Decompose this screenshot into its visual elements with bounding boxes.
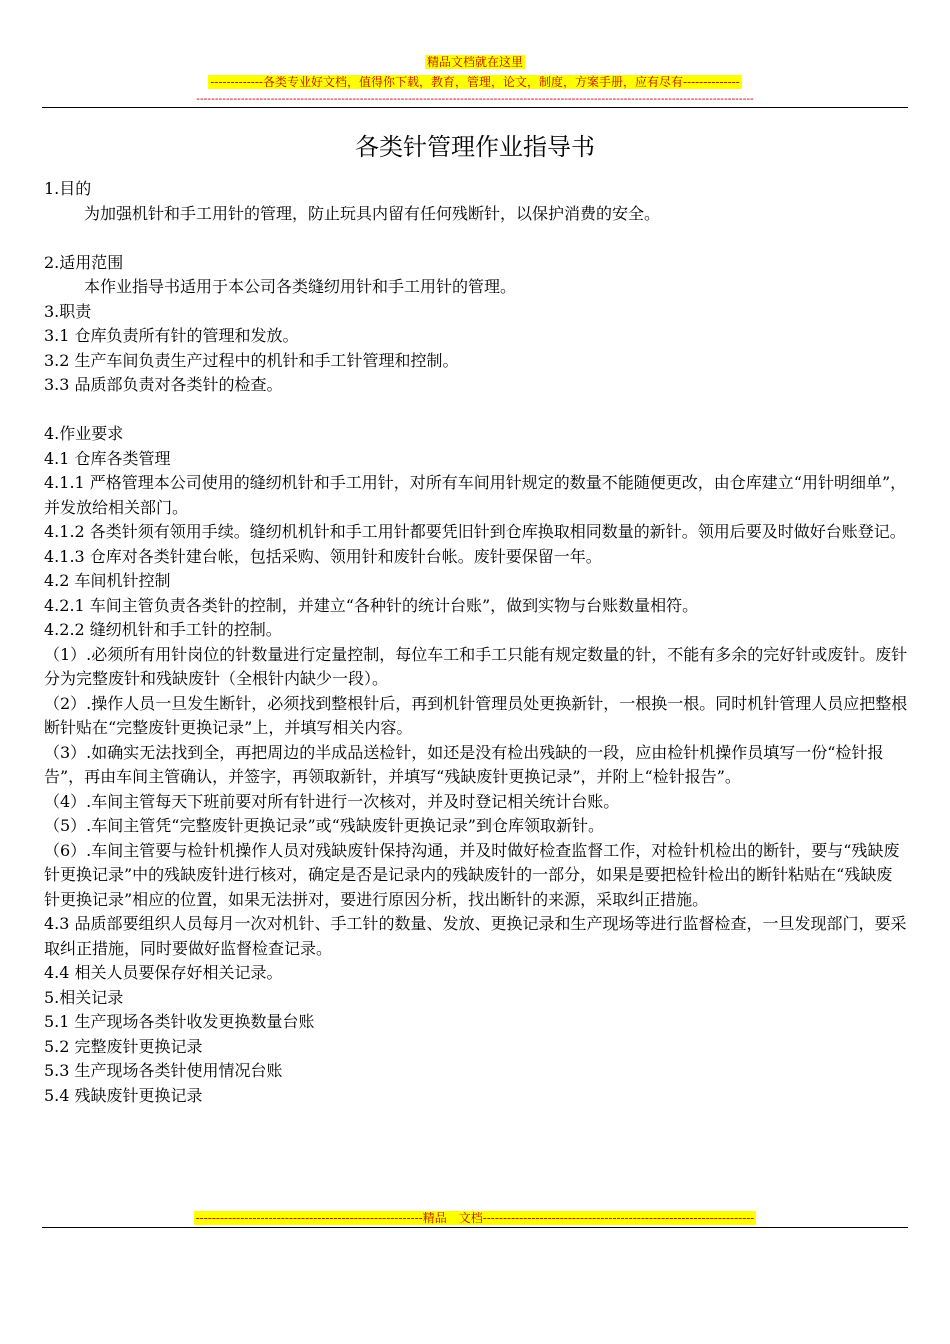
body-paragraph: （2）.操作人员一旦发生断针，必须找到整根针后，再到机针管理员处更换新针，一根换一根。同时机针管理人员应把整根断针贴在“完整废针更换记录”上，并填写相关内容。 — [44, 693, 908, 737]
body-paragraph: 4.作业要求 — [44, 424, 124, 443]
footer-banner — [0, 1210, 950, 1226]
header-banner-title — [0, 54, 950, 70]
body-paragraph: （3）.如确实无法找到全，再把周边的半成品送检针，如还是没有检出残缺的一段，应由检针机操作员填写一份“检针报告”，再由车间主管确认，并签字，再领取新针，并填写“残缺废针更换记录”，并附上“检针报告”。 — [44, 742, 884, 786]
body-paragraph: （5）.车间主管凭“完整废针更换记录”或“残缺废针更换记录”到仓库领取新针。 — [44, 816, 604, 835]
body-paragraph: 4.1 仓库各类管理 — [44, 448, 171, 468]
document-title: 各类针管理作业指导书 — [355, 133, 595, 161]
body-paragraph: 3.3 品质部负责对各类针的检查。 — [44, 375, 283, 394]
body-paragraph: 5.1 生产现场各类针收发更换数量台账 — [44, 1012, 315, 1031]
blank-line — [44, 398, 908, 423]
header-banner-slogan-text: -------------各类专业好文档，值得你下载，教育，管理，论文，制度，方案手册，应有尽有-------------- — [210, 75, 740, 89]
body-paragraph: （1）.必须所有用针岗位的针数量进行定量控制，每位车工和手工只能有规定数量的针，不能有多余的完好针或废针。废针分为完整废针和残缺废针（全根针内缺少一段）。 — [44, 644, 908, 688]
header-rule — [42, 107, 908, 108]
footer-rule — [42, 1227, 908, 1228]
footer-banner-text: --------------------------------------------------------精品 文档------------------------------------------------------------------- — [195, 1211, 755, 1225]
header-banner-slogan — [0, 74, 950, 90]
body-paragraph: 5.4 残缺废针更换记录 — [44, 1085, 203, 1105]
body-paragraph: 4.4 相关人员要保存好相关记录。 — [44, 963, 283, 982]
body-paragraph: 4.1.1 严格管理本公司使用的缝纫机针和手工用针，对所有车间用针规定的数量不能随便更改，由仓库建立“用针明细单”，并发放给相关部门。 — [44, 473, 907, 517]
body-paragraph: （4）.车间主管每天下班前要对所有针进行一次核对，并及时登记相关统计台账。 — [44, 791, 620, 811]
body-paragraph: （6）.车间主管要与检针机操作人员对残缺废针保持沟通，并及时做好检查监督工作，对检针机检出的断针，要与“残缺废针更换记录”中的残缺废针进行核对，确定是否是记录内的残缺废针的一部分，如果是要把检针检出的断针粘贴在“残缺废针更换记录”相应的位置，如果无法拼对，要进行原因分析，找出断针的来源，采取纠正措施。 — [44, 840, 900, 909]
body-paragraph: 5.3 生产现场各类针使用情况台账 — [44, 1061, 283, 1080]
body-paragraph: 3.1 仓库负责所有针的管理和发放。 — [44, 326, 299, 345]
document-body — [44, 177, 908, 1108]
body-paragraph: 3.职责 — [44, 301, 92, 321]
body-paragraph: 5.相关记录 — [44, 987, 124, 1007]
body-paragraph: 3.2 生产车间负责生产过程中的机针和手工针管理和控制。 — [44, 350, 459, 370]
body-paragraph: 本作业指导书适用于本公司各类缝纫用针和手工用针的管理。 — [84, 277, 517, 296]
body-paragraph: 4.2 车间机针控制 — [44, 571, 171, 590]
blank-line — [44, 226, 908, 251]
header-dash-line: ------------------------------------------------------------------------------------------------------------------------------------------------------ — [196, 92, 754, 105]
header-banner-title-text: 精品文档就在这里 — [426, 55, 523, 69]
body-paragraph: 1.目的 — [44, 179, 92, 198]
body-paragraph: 5.2 完整废针更换记录 — [44, 1036, 203, 1056]
body-paragraph: 4.1.2 各类针须有领用手续。缝纫机机针和手工用针都要凭旧针到仓库换取相同数量的新针。领用后要及时做好台账登记。 — [44, 522, 906, 541]
body-paragraph: 4.2.1 车间主管负责各类针的控制，并建立“各种针的统计台账”，做到实物与台账数量相符。 — [44, 595, 699, 615]
body-paragraph: 为加强机针和手工用针的管理，防止玩具内留有任何残断针，以保护消费的安全。 — [84, 203, 661, 223]
body-paragraph: 4.3 品质部要组织人员每月一次对机针、手工针的数量、发放、更换记录和生产现场等进行监督检查，一旦发现部门，要采取纠正措施，同时要做好监督检查记录。 — [44, 914, 907, 958]
body-paragraph: 4.2.2 缝纫机针和手工针的控制。 — [44, 620, 282, 639]
body-paragraph: 2.适用范围 — [44, 252, 124, 272]
body-paragraph: 4.1.3 仓库对各类针建台帐，包括采购、领用针和废针台帐。废针要保留一年。 — [44, 546, 602, 566]
